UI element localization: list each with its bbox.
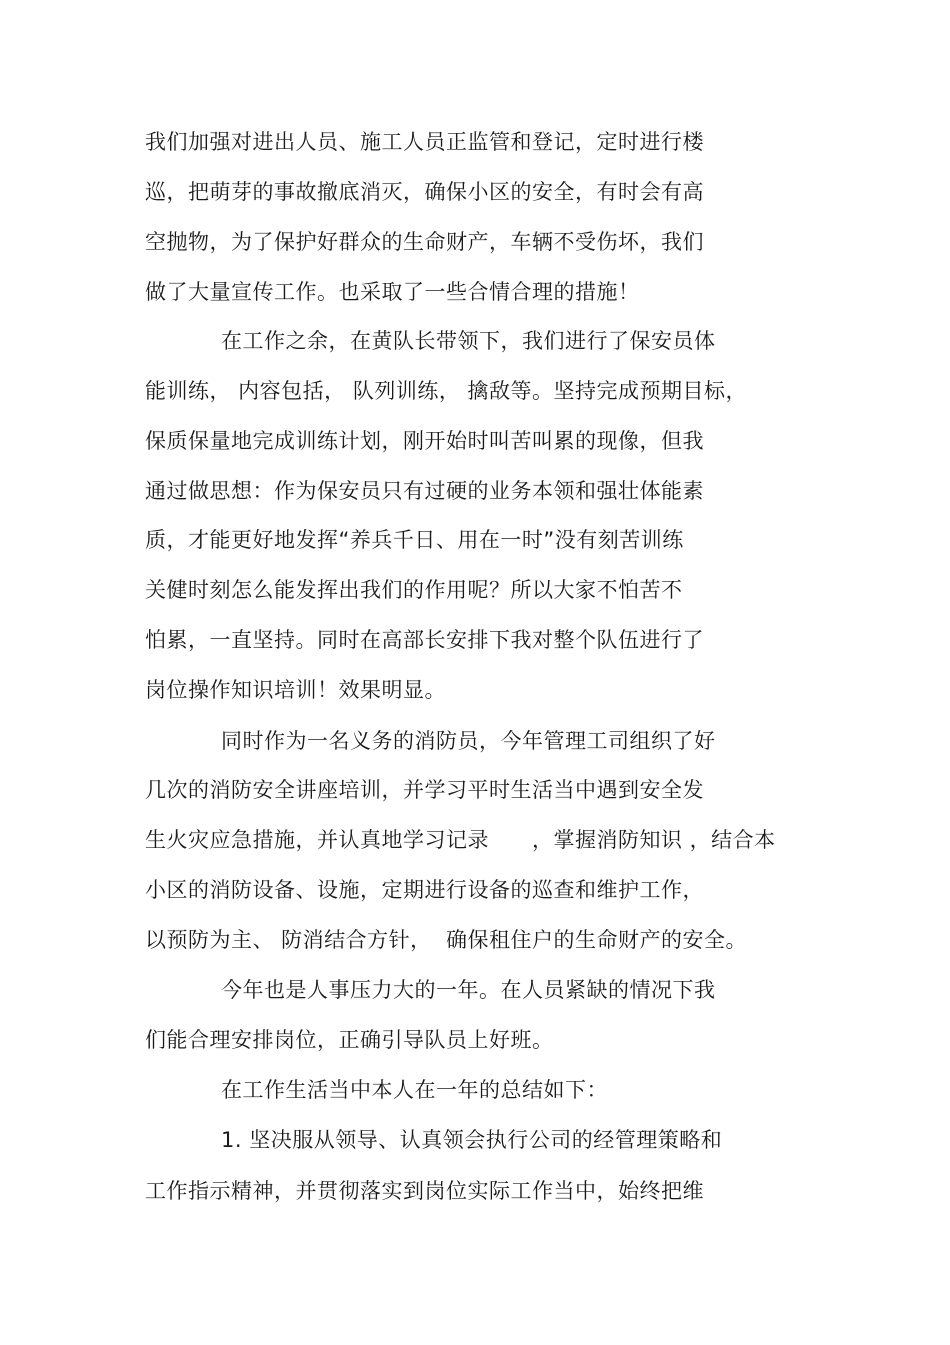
text-line: 能训练， 内容包括， 队列训练， 擒敌等。坚持完成预期目标， <box>145 379 748 403</box>
text-line: 在工作生活当中本人在一年的总结如下： <box>221 1078 608 1102</box>
text-line: 生火灾应急措施，并认真地学习记录 ，掌握消防知识 ，结合本 <box>145 828 776 852</box>
text-line: 质，才能更好地发挥“养兵千日、用在一时”没有刻苦训练 <box>145 528 684 552</box>
text-line: 工作指示精神，并贯彻落实到岗位实际工作当中，始终把维 <box>145 1179 704 1203</box>
text-line: 保质保量地完成训练计划，刚开始时叫苦叫累的现像，但我 <box>145 429 704 453</box>
text-line: 岗位操作知识培训！效果明显。 <box>145 678 446 702</box>
text-line: 1. 坚决服从领导、认真领会执行公司的经管理策略和 <box>221 1128 723 1152</box>
text-line: 小区的消防设备、设施，定期进行设备的巡查和维护工作， <box>145 878 704 902</box>
text-line: 我们加强对进出人员、施工人员正监管和登记，定时进行楼 <box>145 130 704 154</box>
text-line: 通过做思想：作为保安员只有过硬的业务本领和强壮体能素 <box>145 479 704 503</box>
text-line: 同时作为一名义务的消防员，今年管理工司组织了好 <box>221 729 716 753</box>
text-line: 在工作之余，在黄队长带领下，我们进行了保安员体 <box>221 329 716 353</box>
text-line: 巡，把萌芽的事故撤底消灭，确保小区的安全，有时会有高 <box>145 180 704 204</box>
text-line: 做了大量宣传工作。也采取了一些合情合理的措施！ <box>145 280 640 304</box>
text-line: 几次的消防安全讲座培训，并学习平时生活当中遇到安全发 <box>145 778 704 802</box>
text-line: 以预防为主、 防消结合方针， 确保租住户的生命财产的安全。 <box>145 928 748 952</box>
text-line: 关健时刻怎么能发挥出我们的作用呢？所以大家不怕苦不 <box>145 578 683 602</box>
text-line: 空抛物，为了保护好群众的生命财产，车辆不受伤坏，我们 <box>145 230 704 254</box>
text-line: 们能合理安排岗位，正确引导队员上好班。 <box>145 1028 554 1052</box>
text-line: 今年也是人事压力大的一年。在人员紧缺的情况下我 <box>221 978 716 1002</box>
text-line: 怕累，一直坚持。同时在高部长安排下我对整个队伍进行了 <box>145 628 704 652</box>
